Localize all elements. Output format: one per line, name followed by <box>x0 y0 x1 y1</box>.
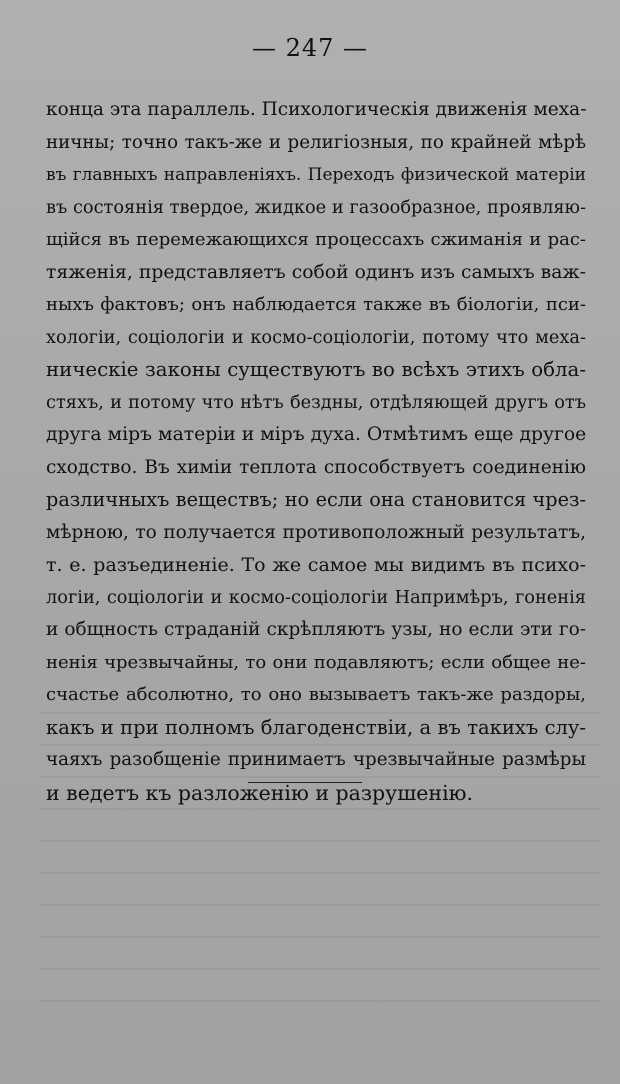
text-line: и общность страданій скрѣпляютъ узы, но если эти го- <box>46 619 586 640</box>
text-line: въ главныхъ направленіяхъ. Переходъ физической матеріи <box>46 165 586 185</box>
text-line: щійся въ перемежающихся процессахъ сжиманія и рас- <box>46 229 586 250</box>
text-line: ническіе законы существуютъ во всѣхъ этихъ обла- <box>46 358 586 381</box>
text-line: сходство. Въ химіи теплота способствуетъ соединенію <box>46 456 586 478</box>
text-line: ничны; точно такъ-же и религіозныя, по крайней мѣрѣ <box>46 131 586 153</box>
text-line: чаяхъ разобщеніе принимаетъ чрезвычайные размѣры <box>46 749 586 770</box>
text-line: тяженія, представляетъ собой одинъ изъ самыхъ важ- <box>46 261 586 283</box>
text-line: ненія чрезвычайны, то они подавляютъ; если общее не- <box>46 651 586 673</box>
text-line: и ведетъ къ разложенію и разрушенію. <box>46 780 474 805</box>
text-line: въ состоянія твердое, жидкое и газообразное, проявляю- <box>46 197 586 218</box>
text-line: логіи, соціологіи и космо-соціологіи Напримѣръ, гоненія <box>46 587 586 608</box>
text-line: мѣрною, то получается противоположный результатъ, <box>46 521 586 543</box>
text-line: друга міръ матеріи и міръ духа. Отмѣтимъ еще другое <box>46 424 587 445</box>
page-number: — 247 — <box>251 34 369 62</box>
text-line: счастье абсолютно, то оно вызываетъ такъ-же раздоры, <box>46 684 586 705</box>
text-line: хологіи, соціологіи и космо-соціологіи, потому что меха- <box>46 327 586 348</box>
text-line: конца эта параллель. Психологическія движенія меха- <box>46 99 587 120</box>
section-divider <box>248 782 362 783</box>
text-line: различныхъ веществъ; но если она становится чрез- <box>46 488 586 511</box>
body-text <box>46 94 586 809</box>
text-line: т. е. разъединеніе. То же самое мы видимъ въ психо- <box>46 554 586 576</box>
text-line: стяхъ, и потому что нѣтъ бездны, отдѣляющей другъ отъ <box>46 392 586 413</box>
text-line: какъ и при полномъ благоденствіи, а въ такихъ слу- <box>46 715 586 739</box>
text-line: ныхъ фактовъ; онъ наблюдается также въ біологіи, пси- <box>46 294 586 315</box>
